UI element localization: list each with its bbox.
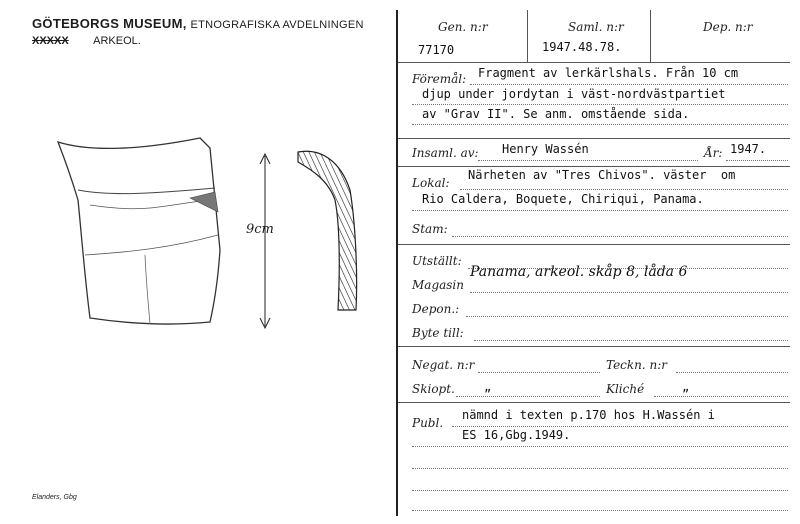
card-divider	[396, 10, 398, 516]
teckn-label: Teckn. n:r	[606, 358, 668, 372]
gen-label: Gen. n:r	[438, 20, 488, 34]
lokal-line-1: Närheten av "Tres Chivos". väster om	[468, 168, 736, 182]
utstallt-label: Utställt:	[412, 254, 462, 268]
publ-line-2: ES 16,Gbg.1949.	[462, 428, 571, 442]
insaml-label: Insaml. av:	[412, 146, 479, 160]
lokal-label: Lokal:	[412, 176, 450, 190]
magasin-value: Panama, arkeol. skåp 8, låda 6	[470, 264, 688, 280]
department-name: ETNOGRAFISKA AVDELNINGEN	[190, 19, 364, 31]
foremal-label: Föremål:	[412, 72, 467, 86]
saml-value: 1947.48.78.	[542, 40, 622, 54]
section-name: ARKEOL.	[93, 35, 141, 47]
byte-label: Byte till:	[412, 326, 464, 340]
museum-name: GÖTEBORGS MUSEUM,	[32, 16, 187, 31]
negat-label: Negat. n:r	[412, 358, 475, 372]
foremal-line-2: djup under jordytan i väst-nordvästpartiet	[422, 87, 726, 101]
sherd-sketch	[50, 130, 380, 340]
publ-line-1: nämnd i texten p.170 hos H.Wassén i	[462, 408, 715, 422]
depon-label: Depon.:	[412, 302, 460, 316]
dep-label: Dep. n:r	[703, 20, 753, 34]
magasin-label: Magasin	[412, 278, 465, 292]
skiopt-label: Skiopt.	[412, 382, 455, 396]
section-header	[32, 35, 141, 47]
kliche-label: Kliché	[606, 382, 645, 396]
saml-label: Saml. n:r	[568, 20, 624, 34]
scale-label: 9cm	[246, 222, 274, 237]
kliche-value: „	[682, 380, 690, 394]
gen-value: 77170	[418, 43, 455, 57]
struck-text: XXXXX	[32, 35, 69, 47]
skiopt-value: „	[484, 380, 492, 394]
ar-label: År:	[704, 146, 723, 160]
profile-section	[298, 151, 357, 310]
museum-header	[32, 16, 364, 31]
printer-mark: Elanders, Gbg	[32, 494, 77, 501]
insaml-value: Henry Wassén	[502, 142, 589, 156]
lokal-line-2: Rio Caldera, Boquete, Chiriqui, Panama.	[422, 192, 704, 206]
foremal-line-1: Fragment av lerkärlshals. Från 10 cm	[478, 66, 739, 80]
foremal-line-3: av "Grav II". Se anm. omstående sida.	[422, 107, 690, 121]
stam-label: Stam:	[412, 222, 448, 236]
sherd-outline	[58, 138, 220, 324]
ar-value: 1947.	[730, 142, 767, 156]
publ-label: Publ.	[412, 416, 444, 430]
